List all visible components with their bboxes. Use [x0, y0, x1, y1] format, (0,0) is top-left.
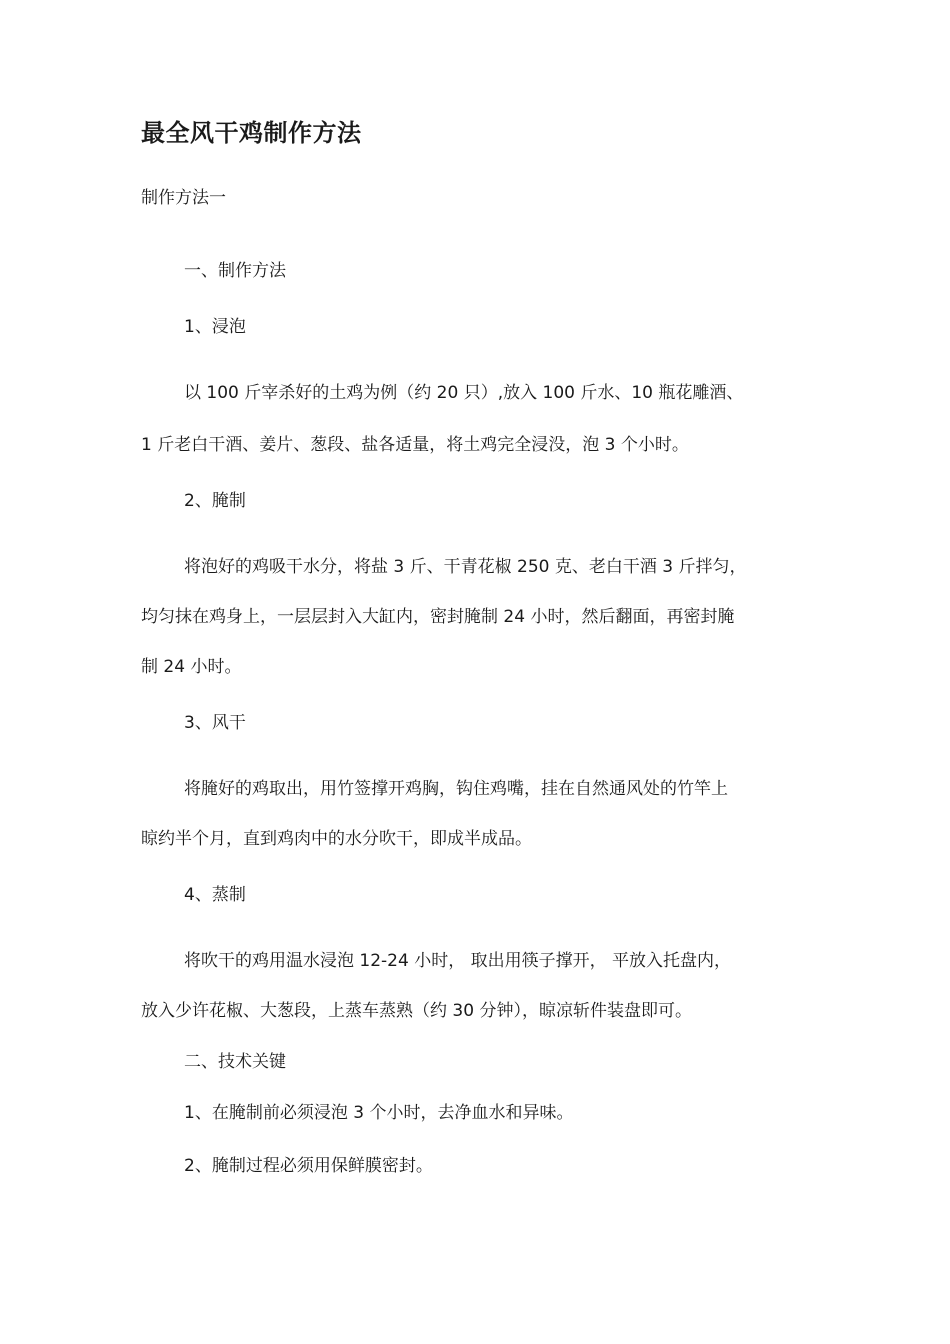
step-heading-marinate: 2、腌制: [184, 491, 246, 511]
step-heading-steam: 4、蒸制: [184, 885, 246, 905]
paragraph-line: 均匀抹在鸡身上，一层层封入大缸内，密封腌制 24 小时，然后翻面，再密封腌: [141, 607, 735, 627]
section-subtitle: 制作方法一: [141, 188, 226, 208]
document-title: 最全风干鸡制作方法: [141, 119, 362, 147]
paragraph-line: 以 100 斤宰杀好的土鸡为例（约 20 只）,放入 100 斤水、10 瓶花雕酒、: [184, 383, 744, 403]
heading-production-method: 一、制作方法: [184, 261, 286, 281]
paragraph-line: 1 斤老白干酒、姜片、葱段、盐各适量，将土鸡完全浸没，泡 3 个小时。: [141, 435, 689, 455]
paragraph-line: 晾约半个月，直到鸡肉中的水分吹干，即成半成品。: [141, 829, 532, 849]
paragraph-line: 将腌好的鸡取出，用竹签撑开鸡胸，钩住鸡嘴，挂在自然通风处的竹竿上: [184, 779, 728, 799]
key-point-line: 1、在腌制前必须浸泡 3 个小时，去净血水和异味。: [184, 1103, 574, 1123]
paragraph-line: 将泡好的鸡吸干水分，将盐 3 斤、干青花椒 250 克、老白干酒 3 斤拌匀，: [184, 557, 747, 577]
paragraph-line: 制 24 小时。: [141, 657, 242, 677]
key-point-line: 2、腌制过程必须用保鲜膜密封。: [184, 1156, 433, 1176]
heading-technical-keys: 二、技术关键: [184, 1052, 286, 1072]
step-heading-soak: 1、浸泡: [184, 317, 246, 337]
paragraph-line: 放入少许花椒、大葱段，上蒸车蒸熟（约 30 分钟），晾凉斩件装盘即可。: [141, 1001, 692, 1021]
paragraph-line: 将吹干的鸡用温水浸泡 12-24 小时， 取出用筷子撑开， 平放入托盘内，: [184, 951, 732, 971]
step-heading-air-dry: 3、风干: [184, 713, 246, 733]
